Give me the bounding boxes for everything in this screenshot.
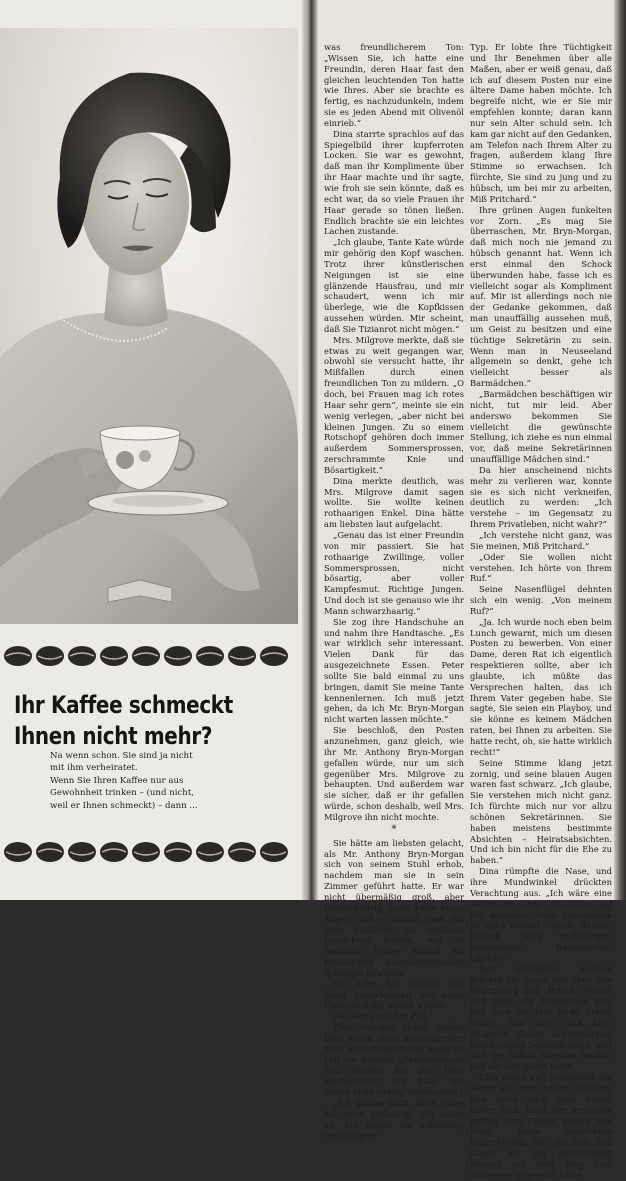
story-paragraph: „Ich glaube doch. Mein Vater hat mich getäuscht. Ich nahm an, Sie wären ein schlichter, brauchbarer: [324, 1098, 464, 1141]
story-paragraph: Fünf Minuten später mußte Dina schon ihren aufsteigenden Zorn unterdrücken und sagte so kalt sie konnte: „Entschuldigen Sie, würden Sie das bitte wiederholen? Ich habe Sie sicher nicht richtig verstanden!“: [324, 1022, 464, 1098]
story-paragraph: „Ja. Ich wurde noch eben beim Lunch gewarnt, mich um diesen Posten zu bewerben. Von einer Dame, deren Rat ich eigentlich respektieren sollte, aber ich glaubte, ich müßte das Versprechen halten, das ich Ihrem Vater gegeben habe. Sie sagte, Sie seien ein Playboy, und sie könne es keinem Mädchen raten, bei Ihnen zu arbeiten. Sie hatte recht, oh, sie hatte wirklich recht!“: [470, 616, 612, 757]
ad-body-line: Wenn Sie Ihren Kaffee nur aus: [50, 775, 184, 786]
coffee-beans-row-bottom: [0, 832, 298, 872]
story-paragraph: „Oder Sie wollen nicht verstehen. Ich hörte von Ihrem Ruf.“: [470, 551, 612, 584]
ad-body-line: Gewohnheit trinken – (und nicht,: [50, 788, 195, 799]
story-paragraph: Sie zog ihre Handschuhe an und nahm ihre Handtasche. „Es war wirklich sehr interessant. Vielen Dank für das ausgezeichnete Essen. Peter sollte Sie bald einmal zu uns bringen, damit Sie meine Tante kennenlernen. Ich muß jetzt gehen, da ich Mr. Bryn-Morgan nicht warten lassen möchte.“: [324, 616, 464, 725]
story-paragraph: Dina starrte sprachlos auf das Spiegelbild ihrer kupferroten Locken. Sie war es gewohnt, daß man ihr Komplimente über ihr Haar machte und ihr sagte, wie froh sie sein könnte, daß es echt war, da so viele Frauen ihr Haar gerade so tönen ließen. Endlich brachte sie ein leichtes Lachen zustande.: [324, 128, 464, 237]
story-paragraph: Dina stand auf, schwankte ein wenig auf ihren hohen Absätzen und faßte nach dem Sessel neben sich. Statt der Armlehne griffen ihre Finger jedoch den Rand eines überfüllten Papierkorbes, der auf dem Sitz stand, wo ihn anscheinend jemand auf dem Weg zum Ausleeren abgesetzt hatte.: [470, 1072, 612, 1180]
coffee-beans-row-top: [0, 636, 298, 676]
ad-headline-line-1: Ihr Kaffee schmeckt: [14, 691, 233, 719]
ad-body-line: weil er Ihnen schmeckt) – dann ...: [50, 800, 198, 811]
story-paragraph: „Ich glaube, Tante Kate würde mir gehörig den Kopf waschen. Trotz ihrer künstlerischen Neigungen ist sie eine glänzende Hausfrau, und mir schaudert, wenn ich mir überlege, wie die Kopfkissen aussehen würden. Mir scheint, daß Sie Tizianrot nicht mögen.“: [324, 237, 464, 334]
woman-illustration: [0, 28, 298, 624]
story-paragraph: „Barmädchen beschäftigen wir nicht, tut mir leid. Aber anderswo bekommen Sie vielleicht die gewünschte Stellung, ich ziehe es nun einmal vor, daß meine Sekretärinnen unauffällige Mädchen sind.“: [470, 389, 612, 465]
story-paragraph: Seine Nasenflügel dehnten sich ein wenig. „Von meinem Ruf?“: [470, 584, 612, 616]
page-gutter: [302, 0, 318, 900]
story-column-1: [324, 42, 464, 1141]
coffee-advertisement: [0, 0, 302, 900]
story-paragraph: Sie hätte am liebsten gelacht, als Mr. Anthony Bryn-Morgan sich von seinem Stuhl erhob, nachdem man sie in sein Zimmer geführt hatte. Er war nicht übermäßig groß, aber breitschultrig, hatte klare blaue Augen und – obwohl man ihn jetzt vielleicht als rothlond bezeichnen konnte, war er bestimmt früher einmal ein rothaariger, sommersprossiger Schlingel gewesen.: [324, 837, 464, 978]
story-paragraph: was freundlicherem Ton: „Wissen Sie, ich hatte eine Freundin, deren Haar fast den gleichen leuchtenden Ton hatte wie Ihres. Aber sie brachte es fertig, es nachzudunkeln, indem sie es jeden Abend mit Olivenöl einrieb.“: [324, 42, 464, 128]
story-paragraph: Dina merkte deutlich, was Mrs. Milgrove damit sagen wollte. Sie wollte keinen rothaarigen Enkel. Dina hätte am liebsten laut aufgelacht.: [324, 475, 464, 530]
ad-headline-line-2: Ihnen nicht mehr?: [14, 722, 213, 750]
story-paragraph: Sie beschloß, den Posten anzunehmen, ganz gleich, wie ihr Mr. Anthony Bryn-Morgan gefallen würde, nur um sich gegenüber Mrs. Milgrove zu behaupten. Und außerdem war sie sicher, daß er ihr gefallen würde, schon deshalb, weil Mrs. Milgrove ihn nicht mochte.: [324, 725, 464, 822]
story-paragraph: Der entrüstete Seufzer drückte die ganze Wut über ihre Begegnung mit Peters Mutter und über die Erkenntnis aus, daß man sie hier nicht haben wollte, den Zorn, daß Mrs. Milgrove diesen schrecklichen Mann richtig beurteilt hatte, und daß sie selbst zugeben mußte, daß sie sich geirrt hatte.: [470, 963, 612, 1072]
ad-body-line: mit ihm verheiratet.: [50, 763, 138, 774]
story-paragraph: Seine Stimme klang jetzt zornig, und seine blauen Augen waren fast schwarz. „Ich glaube, Sie verstehen mich nicht ganz. Ich fürchte mich nur vor allzu schönen Sekretärinnen. Sie haben meistens bestimmte Absichten – Heiratsabsichten. Und ich bin nicht für die Ehe zu haben.“: [470, 757, 612, 866]
story-paragraph: Das war auch der Fall.: [333, 1011, 429, 1022]
ad-headline: [14, 690, 296, 752]
story-paragraph: Da hier anscheinend nichts mehr zu verlieren war, konnte sie es sich nicht verkneifen, deutlich zu werden: „Ich verstehe – im Gegensatz zu Ihrem Privatleben, nicht wahr?“: [470, 464, 612, 530]
page-edge-shadow: [614, 0, 626, 900]
story-paragraph: „Genau das ist einer Freundin von mir passiert. Sie hat rothaarige Zwillinge, voller Sommersprossen, nicht bösartig, aber voller Kampfesmut. Richtige Jungen. Und doch ist sie genauso wie ihr Mann schwarzhaarig.“: [324, 529, 464, 616]
story-paragraph: Mrs. Milgrove merkte, daß sie etwas zu weit gegangen war, obwohl sie versucht hatte, ihr Mißfallen durch einen freundlichen Ton zu mildern. „O doch, bei Frauen mag ich rotes Haar sehr gern“, meinte sie ein wenig verlegen, „aber nicht bei kleinen Jungen. Zu so einem Rotschopf gehören doch immer außerdem Sommersprossen, zerschrammte Knie und Bösartigkeit.“: [324, 334, 464, 475]
story-paragraph: Typ. Er lobte Ihre Tüchtigkeit und Ihr Benehmen über alle Maßen, aber er weiß genau, daß ich auf diesem Posten nur eine ältere Dame haben möchte. Ich begreife nicht, wie er Sie mir empfehlen konnte; daran kann nur sein Alter schuld sein. Ich kam gar nicht auf den Gedanken, am Telefon nach Ihrem Alter zu fragen, außerdem klang Ihre Stimme so erwachsen. Ich fürchte, Sie sind zu jung und zu hübsch, um bei mir zu arbeiten, Miß Pritchard.“: [470, 42, 612, 204]
story-paragraph: Ihre grünen Augen funkelten vor Zorn. „Es mag Sie überraschen, Mr. Bryn-Morgan, daß mich noch nie jemand zu hübsch genannt hat. Wenn ich erst einmal den Schock überwunden habe, fasse ich es vielleicht sogar als Kompliment auf. Mir ist allerdings noch nie der Gedanke gekommen, daß man unauffällig aussehen muß, um Geist zu besitzen und eine tüchtige Sekretärin zu sein. Wenn man in Neuseeland allgemein so denkt, gehe ich vielleicht besser als Barmädchen.“: [470, 204, 612, 389]
story-paragraph: „Ich verstehe nicht ganz, was Sie meinen, Miß Pritchard.“: [470, 529, 612, 551]
story-paragraph: Sie hatte das Gefühl, daß diese Unterhaltung mit einer Überraschung enden würde.: [324, 978, 464, 1011]
ad-body-text: [50, 750, 286, 812]
story-column-2: [470, 42, 612, 1181]
woman-with-coffee-cup-photo: [0, 28, 298, 624]
story-paragraph: Dina rümpfte die Nase, und ihre Mundwinkel drückten Verachtung aus. „Ich wäre eine Sekretärin ohne Absichten auf Sie gewesen. Mein Geschmack ist ganz normal – groß, dunkel, hübsch. Kein rothaariger, untersetzter Bullenbeißer. Ohhhh!!“: [470, 866, 612, 963]
section-separator: *: [391, 823, 397, 835]
ad-body-line: Na wenn schon. Sie sind ja nicht: [50, 751, 193, 761]
